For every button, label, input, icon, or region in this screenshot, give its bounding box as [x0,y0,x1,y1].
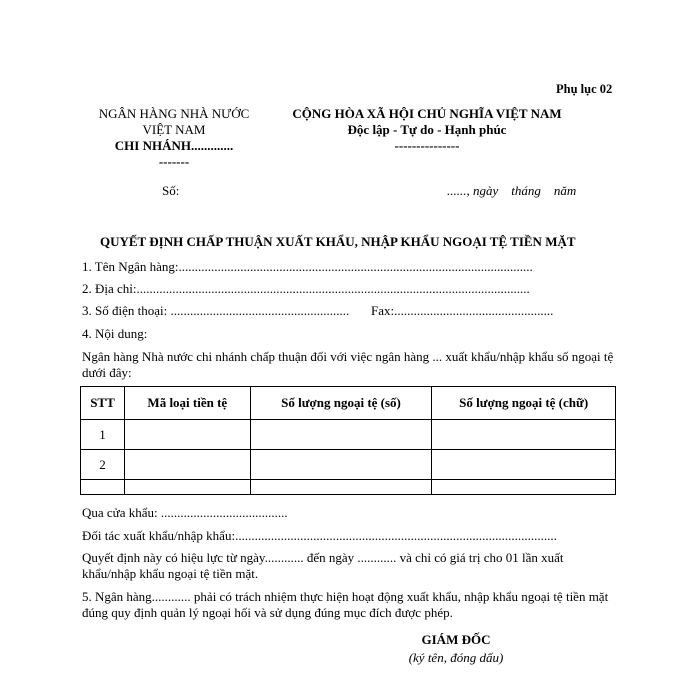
bank-header-line1: NGÂN HÀNG NHÀ NƯỚC [98,106,250,121]
table-cell [432,450,616,480]
table-cell [250,450,432,480]
bank-header-divider: ------- [158,154,190,169]
responsibility-text: 5. Ngân hàng............ phải có trách nhiệm thực hiện hoạt động xuất khẩu, nhập khẩu ngoại tệ tiền mặt đúng quy định quản lý ngoại hối và sử dụng đúng mục đích được phép. [82,589,609,620]
table-cell: 2 [81,450,125,480]
table-cell [432,420,616,450]
table-cell: 1 [81,420,125,450]
date-line: ......, ngày tháng năm [447,183,577,198]
field-content: 4. Nội dung: [82,326,148,341]
table-cell [250,420,432,450]
table-header-cell: Mã loại tiền tệ [124,387,250,420]
partner-field: Đối tác xuất khẩu/nhập khẩu:................................................................................................... [82,528,557,543]
validity-text: Quyết định này có hiệu lực từ ngày............ đến ngày ............ và chỉ có giá trị cho 01 lần xuất khẩu/nhập khẩu ngoại tệ tiền mặt. [82,550,564,581]
table-header-cell: Số lượng ngoại tệ (số) [250,387,432,420]
country-header-divider: --------------- [394,138,460,153]
field-fax: Fax:................................................. [371,303,554,318]
intro-text: Ngân hàng Nhà nước chi nhánh chấp thuận đối với việc ngân hàng ... xuất khẩu/nhập khẩu số ngoại tệ dưới đây: [82,349,614,380]
table-row [81,480,616,495]
signature-title: GIÁM ĐỐC [421,632,491,647]
bank-header-branch: CHI NHÁNH............. [114,138,234,153]
table-cell [432,480,616,495]
table-header-cell: STT [81,387,125,420]
bank-header-line2: VIỆT NAM [142,122,206,137]
number-label: Số: [162,183,180,198]
appendix-label: Phụ lục 02 [556,82,613,96]
table-header-cell: Số lượng ngoại tệ (chữ) [432,387,616,420]
country-header-line1: CỘNG HÒA XÃ HỘI CHỦ NGHĨA VIỆT NAM [292,106,562,121]
field-bank-name: 1. Tên Ngân hàng:............................................................................................................. [82,259,533,274]
table-cell [124,450,250,480]
table-cell [124,480,250,495]
table-row [81,450,616,480]
country-header-motto: Độc lập - Tự do - Hạnh phúc [347,122,507,137]
bank-header [84,106,264,170]
table-row [81,420,616,450]
table-cell [250,480,432,495]
border-gate-field: Qua cửa khẩu: ....................................... [82,505,288,520]
document-title: QUYẾT ĐỊNH CHẤP THUẬN XUẤT KHẨU, NHẬP KHẨU NGOẠI TỆ TIỀN MẶT [100,234,576,249]
signature-note: (ký tên, đóng dấu) [408,650,504,665]
field-phone: 3. Số điện thoại: ....................................................... [82,303,350,318]
table-header-row [81,387,616,420]
currency-table [80,386,616,495]
table-cell [81,480,125,495]
table-cell [124,420,250,450]
field-address: 2. Địa chỉ:......................................................................................................................... [82,281,530,296]
country-header [272,106,582,154]
